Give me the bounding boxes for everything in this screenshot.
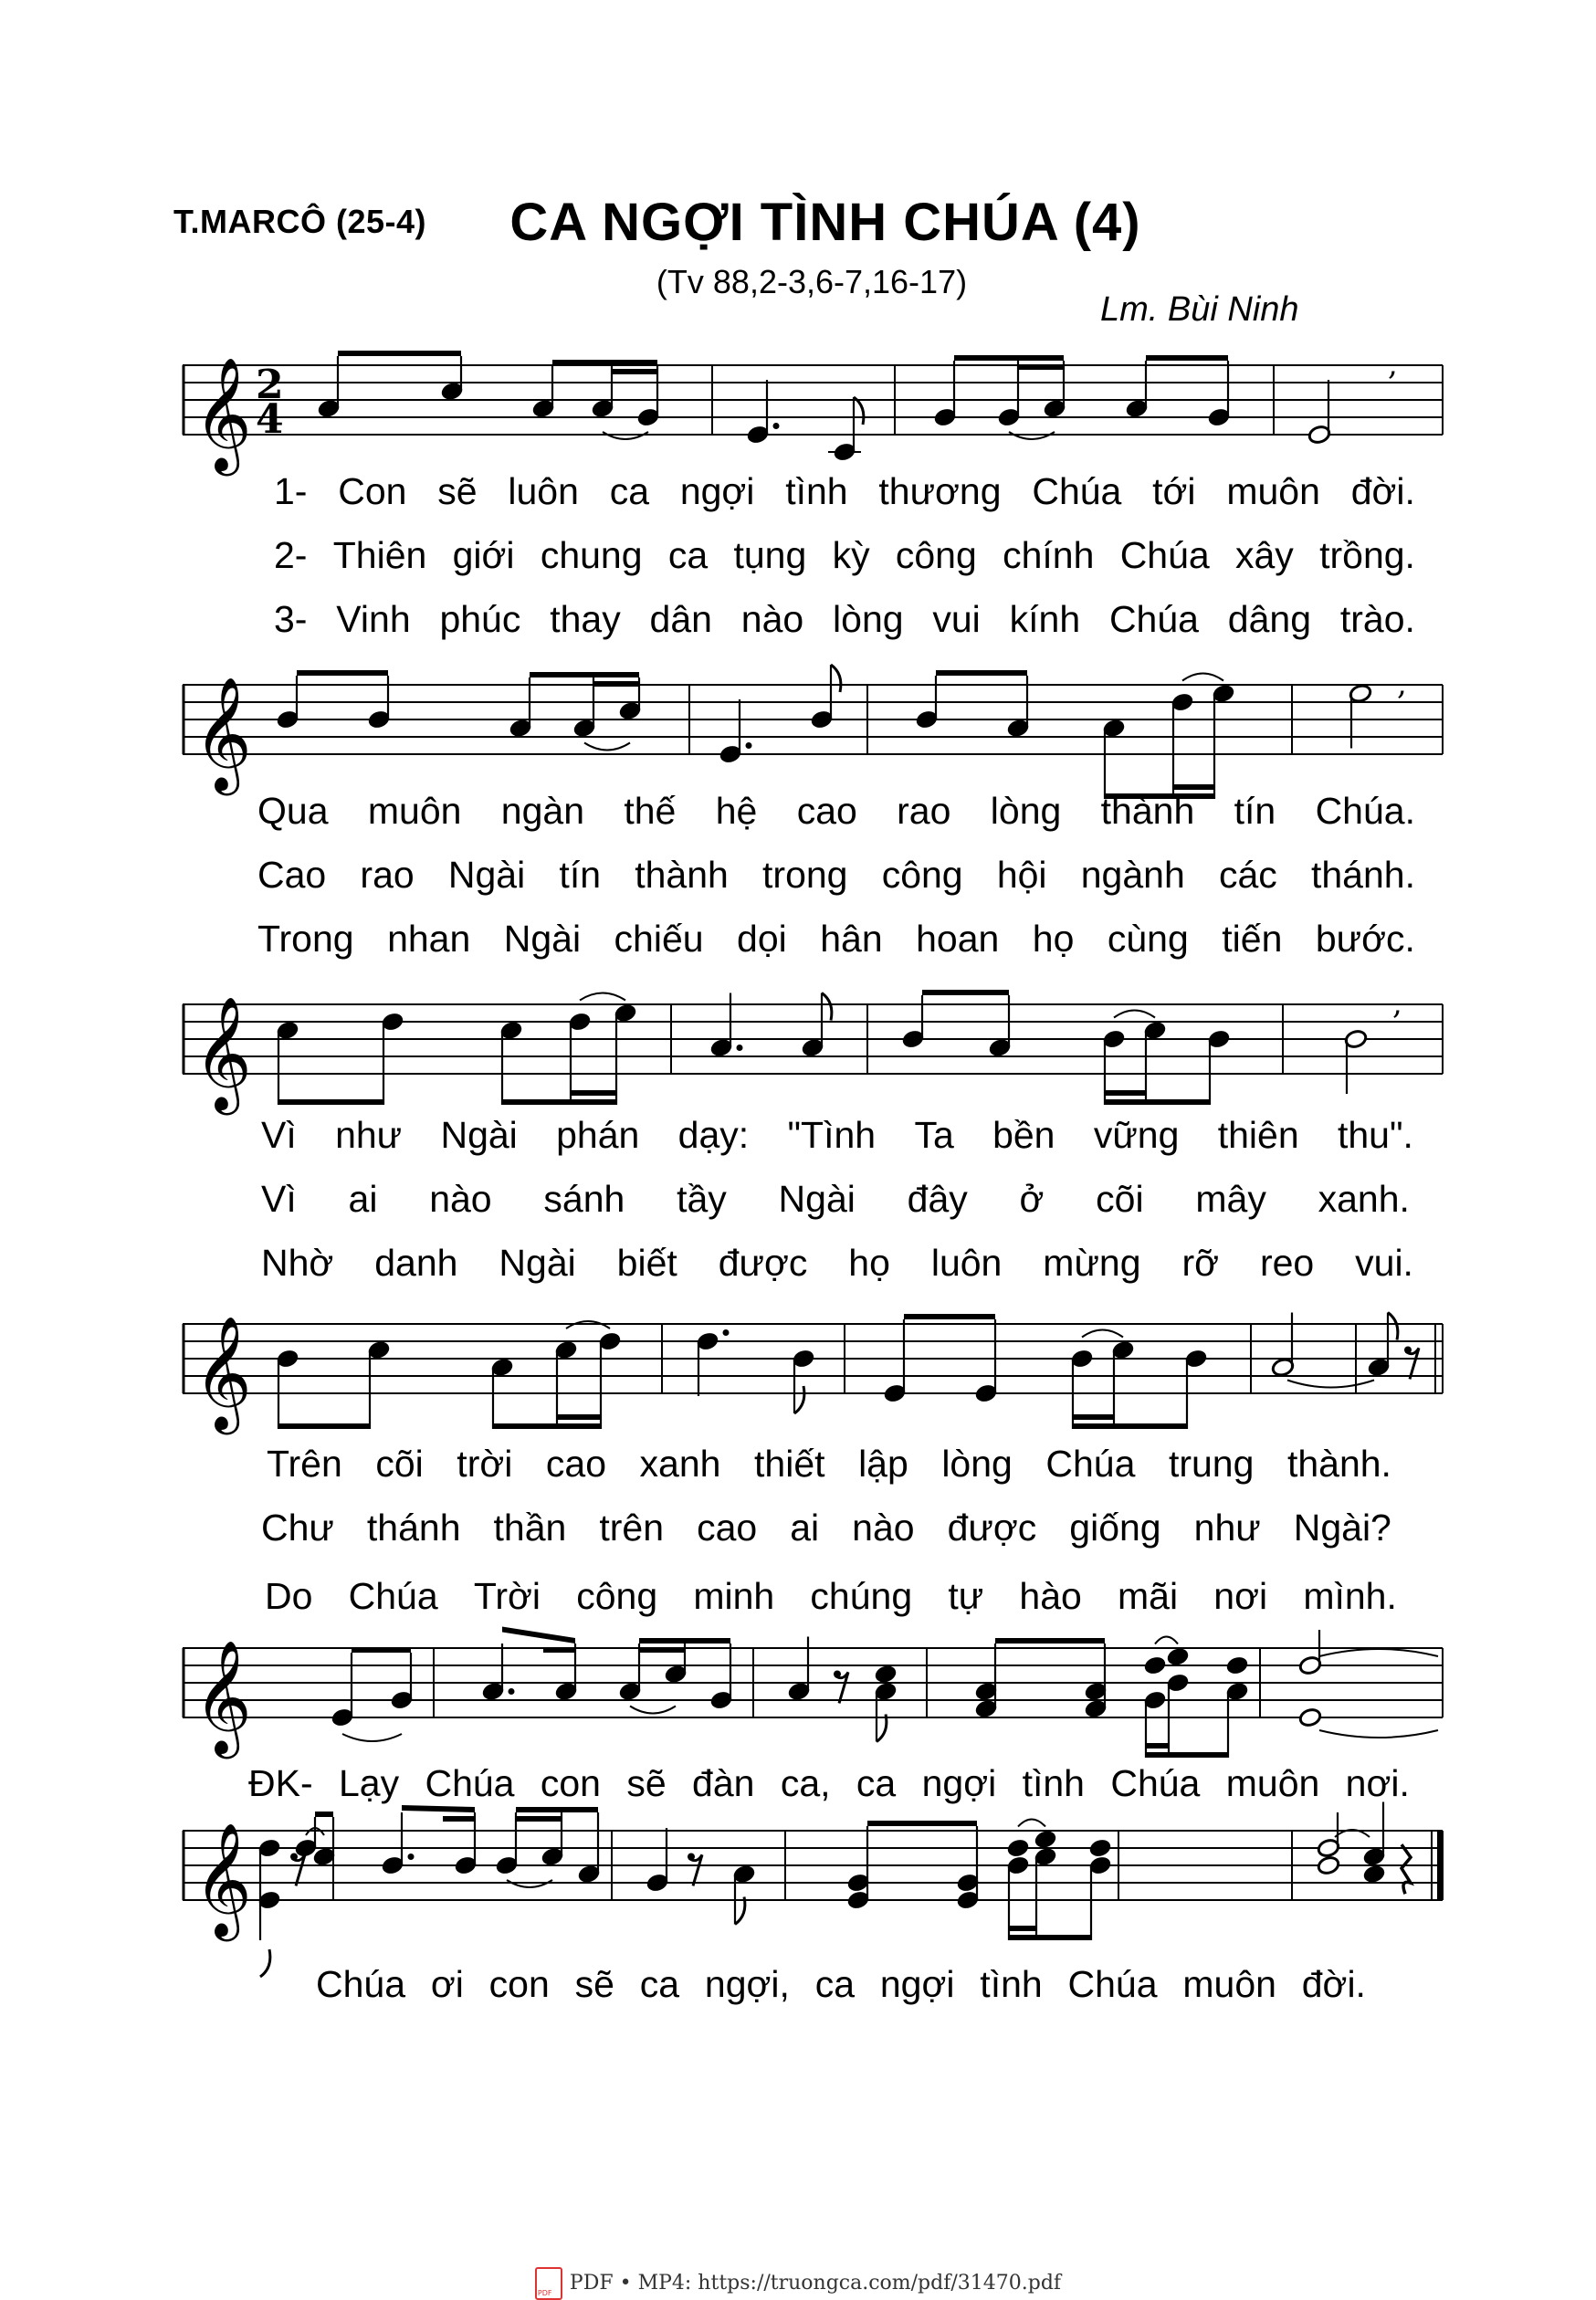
lyric-syllable: Ta: [914, 1114, 954, 1156]
lyric-syllable: thương: [878, 470, 1002, 512]
lyric-syllable: danh: [374, 1242, 458, 1284]
note-flag: [822, 993, 832, 1021]
slur-tie: [1319, 1649, 1438, 1656]
breath-mark-icon: ,: [1388, 346, 1398, 383]
lyric-syllable: hào: [1019, 1575, 1082, 1617]
note-beam: [297, 670, 388, 676]
lyric-syllable: thu".: [1337, 1114, 1413, 1156]
time-signature-top: 2: [256, 362, 284, 408]
lyric-line-4-1: [267, 1443, 1391, 1486]
treble-clef-icon: 𝄞: [194, 996, 252, 1110]
note-head: [1225, 1655, 1249, 1676]
note-beam: [516, 1807, 598, 1812]
note-beam: [338, 351, 461, 356]
lyric-syllable: tình: [980, 1963, 1043, 2005]
eighth-rest-icon: [1404, 1347, 1412, 1354]
breath-mark-icon: ,: [1392, 985, 1402, 1022]
lyric-syllable: đây: [907, 1178, 968, 1220]
lyric-syllable: mãi: [1118, 1575, 1179, 1617]
lyric-syllable: tầy: [677, 1178, 727, 1220]
lyric-line-6-1: [316, 1963, 1366, 2006]
lyric-syllable: công: [895, 534, 977, 576]
lyric-syllable: Trời: [473, 1575, 541, 1617]
lyric-syllable: ca: [856, 1762, 897, 1804]
lyric-syllable: bền: [992, 1114, 1055, 1156]
song-title: CA NGỢI TÌNH CHÚA (4): [509, 193, 1141, 252]
lyric-syllable: Trong: [257, 918, 354, 960]
lyric-line-1-1: [274, 470, 1415, 513]
lyric-syllable: hội: [996, 854, 1047, 896]
lyric-syllable: phán: [556, 1114, 640, 1156]
lyric-line-3-3: [261, 1242, 1413, 1285]
lyric-syllable: Chúa.: [1315, 790, 1415, 832]
eighth-rest-icon: [688, 1854, 695, 1861]
augmentation-dot: [408, 1854, 415, 1860]
augmentation-dot: [746, 742, 752, 749]
lyric-syllable: tiến: [1222, 918, 1283, 960]
lyric-syllable: nhan: [387, 918, 471, 960]
lyric-syllable: ai: [790, 1507, 820, 1549]
lyric-syllable: nơi.: [1345, 1762, 1410, 1804]
lyric-line-3-2: [261, 1178, 1410, 1221]
note-beam: [1105, 1099, 1210, 1105]
lyric-syllable: đàn: [692, 1762, 755, 1804]
lyric-syllable: dọi: [737, 918, 787, 960]
augmentation-dot: [737, 1045, 743, 1051]
lyric-syllable: Cao: [257, 854, 327, 896]
lyric-syllable: phúc: [439, 598, 521, 640]
lyric-syllable: giới: [452, 534, 515, 576]
lyric-syllable: tình: [1022, 1762, 1085, 1804]
note-beam: [552, 360, 657, 365]
note-beam: [954, 355, 1064, 361]
lyric-syllable: chiếu: [614, 918, 704, 960]
note-head: [1034, 1829, 1057, 1850]
lyric-syllable: trào.: [1339, 598, 1415, 640]
lyric-syllable: lòng: [990, 790, 1062, 832]
note-head: [874, 1664, 898, 1685]
lyric-syllable: công: [881, 854, 963, 896]
quarter-rest-icon: [1402, 1844, 1411, 1894]
note-beam: [1146, 1752, 1228, 1758]
lyric-syllable: ơi: [430, 1963, 464, 2005]
lyric-syllable: sánh: [543, 1178, 625, 1220]
lyric-syllable: rao: [360, 854, 415, 896]
lyric-syllable: họ: [1032, 918, 1075, 960]
lyric-syllable: đời.: [1350, 470, 1415, 512]
slur-tie: [1082, 1330, 1123, 1338]
lyric-syllable: Thiên: [332, 534, 427, 576]
lyric-syllable: lập: [858, 1443, 908, 1485]
note-beam: [922, 990, 1009, 995]
lyric-syllable: đời.: [1301, 1963, 1366, 2005]
lyric-syllable: sẽ: [574, 1963, 614, 2005]
lyric-syllable: Con: [338, 470, 407, 512]
lyric-syllable: sẽ: [626, 1762, 667, 1804]
lyric-syllable: Chư: [261, 1507, 334, 1549]
lyric-syllable: thế: [624, 790, 677, 832]
note-head: [1143, 1655, 1167, 1676]
lyric-syllable: tín: [1234, 790, 1276, 832]
slur-tie: [580, 993, 625, 1001]
lyric-syllable: Vinh: [336, 598, 411, 640]
pdf-icon: [535, 2267, 562, 2300]
note-head: [1317, 1855, 1340, 1876]
lyric-syllable: Chúa: [348, 1575, 438, 1617]
staff-system-1: [183, 329, 1443, 475]
lyric-syllable: chúng: [810, 1575, 913, 1617]
lyric-syllable: Ngài?: [1293, 1507, 1391, 1549]
occasion-label: T.MARCÔ (25-4): [173, 203, 427, 240]
lyric-syllable: ngợi: [879, 1963, 955, 2005]
lyric-syllable: ngợi: [921, 1762, 997, 1804]
note-head: [1088, 1838, 1112, 1859]
lyric-syllable: giống: [1069, 1507, 1161, 1549]
lyric-syllable: thánh: [366, 1507, 461, 1549]
slur-tie: [1319, 1730, 1438, 1738]
lyric-syllable: như: [1193, 1507, 1261, 1549]
treble-clef-icon: 𝄞: [194, 357, 252, 471]
lyric-syllable: con: [540, 1762, 601, 1804]
lyric-syllable: mình.: [1303, 1575, 1397, 1617]
psalm-reference: (Tv 88,2-3,6-7,16-17): [656, 263, 968, 300]
lyric-syllable: Nhờ: [261, 1242, 334, 1284]
lyric-line-5-1: [248, 1762, 1410, 1805]
lyric-syllable: muôn: [367, 790, 462, 832]
lyric-syllable: trong: [762, 854, 848, 896]
note-beam: [502, 1627, 575, 1644]
lyric-syllable: vui: [932, 598, 981, 640]
breath-mark-icon: ,: [1397, 666, 1407, 702]
lyric-syllable: kỳ: [832, 534, 870, 576]
lyric-syllable: thành: [1100, 790, 1195, 832]
lyric-line-4-3: [265, 1575, 1397, 1618]
note-beam: [278, 1423, 370, 1429]
lyric-syllable: Ngài: [440, 1114, 518, 1156]
note-beam: [402, 1805, 475, 1812]
slur-tie: [1287, 1381, 1374, 1388]
treble-clef-icon: 𝄞: [194, 1822, 252, 1937]
note-beam: [543, 1647, 575, 1653]
lyric-syllable: nơi: [1213, 1575, 1268, 1617]
note-beam: [936, 670, 1027, 676]
lyric-syllable: mây: [1195, 1178, 1266, 1220]
lyric-syllable: cõi: [375, 1443, 424, 1485]
lyric-syllable: xanh.: [1318, 1178, 1410, 1220]
slur-tie: [342, 1734, 402, 1741]
lyric-syllable: tín: [559, 854, 602, 896]
lyric-syllable: ĐK-: [248, 1762, 313, 1804]
lyric-syllable: Vì: [261, 1114, 297, 1156]
note-beam: [1009, 1935, 1091, 1940]
lyric-syllable: chính: [1003, 534, 1095, 576]
note-beam: [557, 1414, 601, 1420]
lyric-syllable: tới: [1152, 470, 1196, 512]
lyric-syllable: Trên: [267, 1443, 342, 1485]
lyric-syllable: trên: [599, 1507, 665, 1549]
note-beam: [639, 1647, 685, 1653]
lyric-syllable: ở: [1019, 1178, 1045, 1220]
note-head: [1362, 1864, 1386, 1885]
lyric-syllable: minh: [693, 1575, 775, 1617]
lyric-syllable: kính: [1009, 598, 1081, 640]
note-beam: [1146, 355, 1228, 361]
lyric-syllable: ca: [814, 1963, 856, 2005]
note-beam: [1146, 1743, 1169, 1749]
slur-tie: [1018, 1820, 1045, 1827]
lyric-syllable: ngợi,: [704, 1963, 790, 2005]
lyric-syllable: luôn: [508, 470, 579, 512]
lyric-line-2-1: [257, 790, 1415, 833]
lyric-syllable: công: [576, 1575, 658, 1617]
lyric-syllable: tụng: [733, 534, 807, 576]
lyric-syllable: thành: [635, 854, 729, 896]
lyric-syllable: cùng: [1107, 918, 1189, 960]
note-beam: [1018, 364, 1064, 370]
lyric-syllable: sẽ: [437, 470, 478, 512]
lyric-syllable: ca: [609, 470, 650, 512]
lyric-syllable: Chúa: [1110, 1762, 1201, 1804]
lyric-syllable: thánh.: [1310, 854, 1415, 896]
note-beam: [278, 1099, 383, 1105]
lyric-syllable: được: [718, 1242, 808, 1284]
note-beam: [530, 672, 639, 677]
lyric-syllable: được: [947, 1507, 1037, 1549]
lyric-syllable: Do: [265, 1575, 313, 1617]
treble-clef-icon: 𝄞: [194, 1640, 252, 1754]
note-beam: [352, 1647, 411, 1653]
lyric-syllable: Chúa: [316, 1963, 406, 2005]
note-beam: [1009, 1926, 1036, 1931]
final-bar-thick: [1437, 1831, 1444, 1900]
lyric-syllable: biết: [616, 1242, 677, 1284]
lyric-syllable: như: [335, 1114, 403, 1156]
note-beam: [1073, 1423, 1187, 1429]
lyric-syllable: lòng: [941, 1443, 1013, 1485]
note-beam: [593, 681, 639, 687]
lyric-syllable: hoan: [916, 918, 1000, 960]
note-beam: [493, 1423, 601, 1429]
lyric-syllable: luôn: [930, 1242, 1003, 1284]
lyric-syllable: reo: [1259, 1242, 1315, 1284]
lyric-syllable: ca: [639, 1963, 680, 2005]
lyric-line-1-3: [274, 598, 1415, 641]
note-beam: [1073, 1414, 1114, 1420]
lyric-syllable: Ngài: [503, 918, 582, 960]
lyric-syllable: hân: [820, 918, 883, 960]
composer-name: Lm. Bùi Ninh: [1100, 290, 1299, 329]
lyric-syllable: mừng: [1043, 1242, 1141, 1284]
treble-clef-icon: 𝄞: [194, 1316, 252, 1430]
note-flag: [854, 397, 864, 425]
lyric-syllable: các: [1218, 854, 1277, 896]
lyric-syllable: dâng: [1227, 598, 1312, 640]
lyric-syllable: thiết: [754, 1443, 825, 1485]
note-beam: [639, 1638, 730, 1644]
slur-tie: [584, 743, 630, 751]
lyric-syllable: muôn: [1226, 470, 1320, 512]
note-beam: [516, 1816, 562, 1822]
lyric-syllable: thần: [493, 1507, 567, 1549]
lyric-syllable: thành.: [1286, 1443, 1391, 1485]
lyric-syllable: nào: [852, 1507, 915, 1549]
lyric-syllable: Ngài: [778, 1178, 856, 1220]
note-beam: [502, 1099, 616, 1105]
lyric-syllable: xây: [1235, 534, 1294, 576]
lyric-syllable: cao: [697, 1507, 758, 1549]
lyric-syllable: tình: [785, 470, 848, 512]
note-flag: [794, 1386, 804, 1413]
lyric-syllable: cao: [545, 1443, 606, 1485]
slur-tie: [630, 1707, 676, 1714]
note-flag: [831, 665, 841, 692]
lyric-syllable: nào: [740, 598, 804, 640]
lyric-syllable: ngàn: [500, 790, 584, 832]
lyric-syllable: dân: [649, 598, 712, 640]
lyric-syllable: Chúa: [425, 1762, 515, 1804]
lyric-syllable: Ngài: [447, 854, 526, 896]
staff-system-6: [183, 1794, 1443, 1940]
staff-system-3: [183, 968, 1443, 1114]
note-beam: [571, 1090, 616, 1096]
time-signature-bottom: 4: [256, 396, 284, 443]
lyric-syllable: Chúa: [1067, 1963, 1158, 2005]
note-beam: [443, 1816, 475, 1822]
lyric-syllable: ai: [348, 1178, 378, 1220]
lyric-syllable: cao: [796, 790, 857, 832]
lyric-syllable: ngành: [1080, 854, 1185, 896]
staff-system-2: [183, 648, 1443, 794]
lyric-syllable: Chúa: [1119, 534, 1210, 576]
lyric-syllable: trời: [457, 1443, 513, 1485]
lyric-line-3-1: [261, 1114, 1413, 1157]
slur-tie: [1182, 674, 1223, 681]
note-head: [1166, 1646, 1190, 1667]
eighth-rest-icon: [834, 1671, 841, 1678]
staff-system-5: [183, 1612, 1443, 1758]
lyric-line-4-2: [261, 1507, 1391, 1549]
lyric-syllable: rao: [897, 790, 951, 832]
lyric-syllable: Qua: [257, 790, 329, 832]
staff-system-4: [183, 1287, 1443, 1434]
lyric-syllable: 1-: [274, 470, 308, 512]
lyric-syllable: Chúa: [1045, 1443, 1136, 1485]
slur-tie: [1114, 1011, 1155, 1018]
lyric-syllable: xanh: [639, 1443, 721, 1485]
lyric-syllable: thay: [550, 598, 621, 640]
note-head: [1006, 1838, 1030, 1859]
lyric-line-2-3: [257, 918, 1415, 961]
augmentation-dot: [723, 1329, 730, 1336]
lyric-syllable: muôn: [1182, 1963, 1276, 2005]
lyric-syllable: con: [488, 1963, 550, 2005]
treble-clef-icon: 𝄞: [194, 677, 252, 791]
lyric-syllable: Vì: [261, 1178, 297, 1220]
lyric-syllable: ca: [667, 534, 709, 576]
lyric-syllable: Chúa: [1108, 598, 1199, 640]
note-flag: [1388, 1313, 1398, 1340]
note-beam: [904, 1314, 995, 1319]
note-flag: [260, 1949, 270, 1977]
note-beam: [1105, 1090, 1146, 1096]
footer-link[interactable]: [0, 2267, 1596, 2300]
lyric-syllable: lòng: [833, 598, 904, 640]
lyric-line-1-2: [274, 534, 1415, 577]
note-beam: [867, 1821, 977, 1826]
note-beam: [315, 1812, 333, 1817]
note-beam: [612, 369, 657, 374]
note-beam: [995, 1638, 1105, 1644]
lyric-syllable: trồng.: [1319, 534, 1415, 576]
lyric-syllable: chung: [540, 534, 643, 576]
lyric-syllable: vững: [1093, 1114, 1180, 1156]
lyric-syllable: bước.: [1315, 918, 1415, 960]
lyric-syllable: tự: [948, 1575, 984, 1617]
footer-text: PDF • MP4: https://truongca.com/pdf/31470.pdf: [569, 2272, 1062, 2295]
lyric-syllable: cõi: [1096, 1178, 1144, 1220]
eighth-rest-icon: [290, 1854, 298, 1861]
lyric-syllable: hệ: [715, 790, 758, 832]
lyric-syllable: vui.: [1355, 1242, 1413, 1284]
lyric-syllable: "Tình: [787, 1114, 877, 1156]
lyric-syllable: Chúa: [1032, 470, 1122, 512]
lyric-syllable: 3-: [274, 598, 308, 640]
lyric-syllable: ngợi: [679, 470, 755, 512]
lyric-syllable: Ngài: [499, 1242, 576, 1284]
lyric-syllable: muôn: [1225, 1762, 1320, 1804]
lyric-syllable: 2-: [274, 534, 308, 576]
lyric-syllable: nào: [429, 1178, 492, 1220]
lyric-syllable: Lạy: [338, 1762, 400, 1804]
lyric-syllable: dạy:: [677, 1114, 750, 1156]
lyric-syllable: thiên: [1217, 1114, 1299, 1156]
slur-tie: [1155, 1637, 1178, 1644]
lyric-syllable: rỡ: [1181, 1242, 1219, 1284]
lyric-syllable: ca,: [780, 1762, 831, 1804]
lyric-line-2-2: [257, 854, 1415, 897]
augmentation-dot: [773, 423, 780, 429]
augmentation-dot: [509, 1688, 515, 1695]
lyric-syllable: trung: [1168, 1443, 1255, 1485]
note-head: [1298, 1707, 1322, 1728]
lyric-syllable: họ: [848, 1242, 890, 1284]
